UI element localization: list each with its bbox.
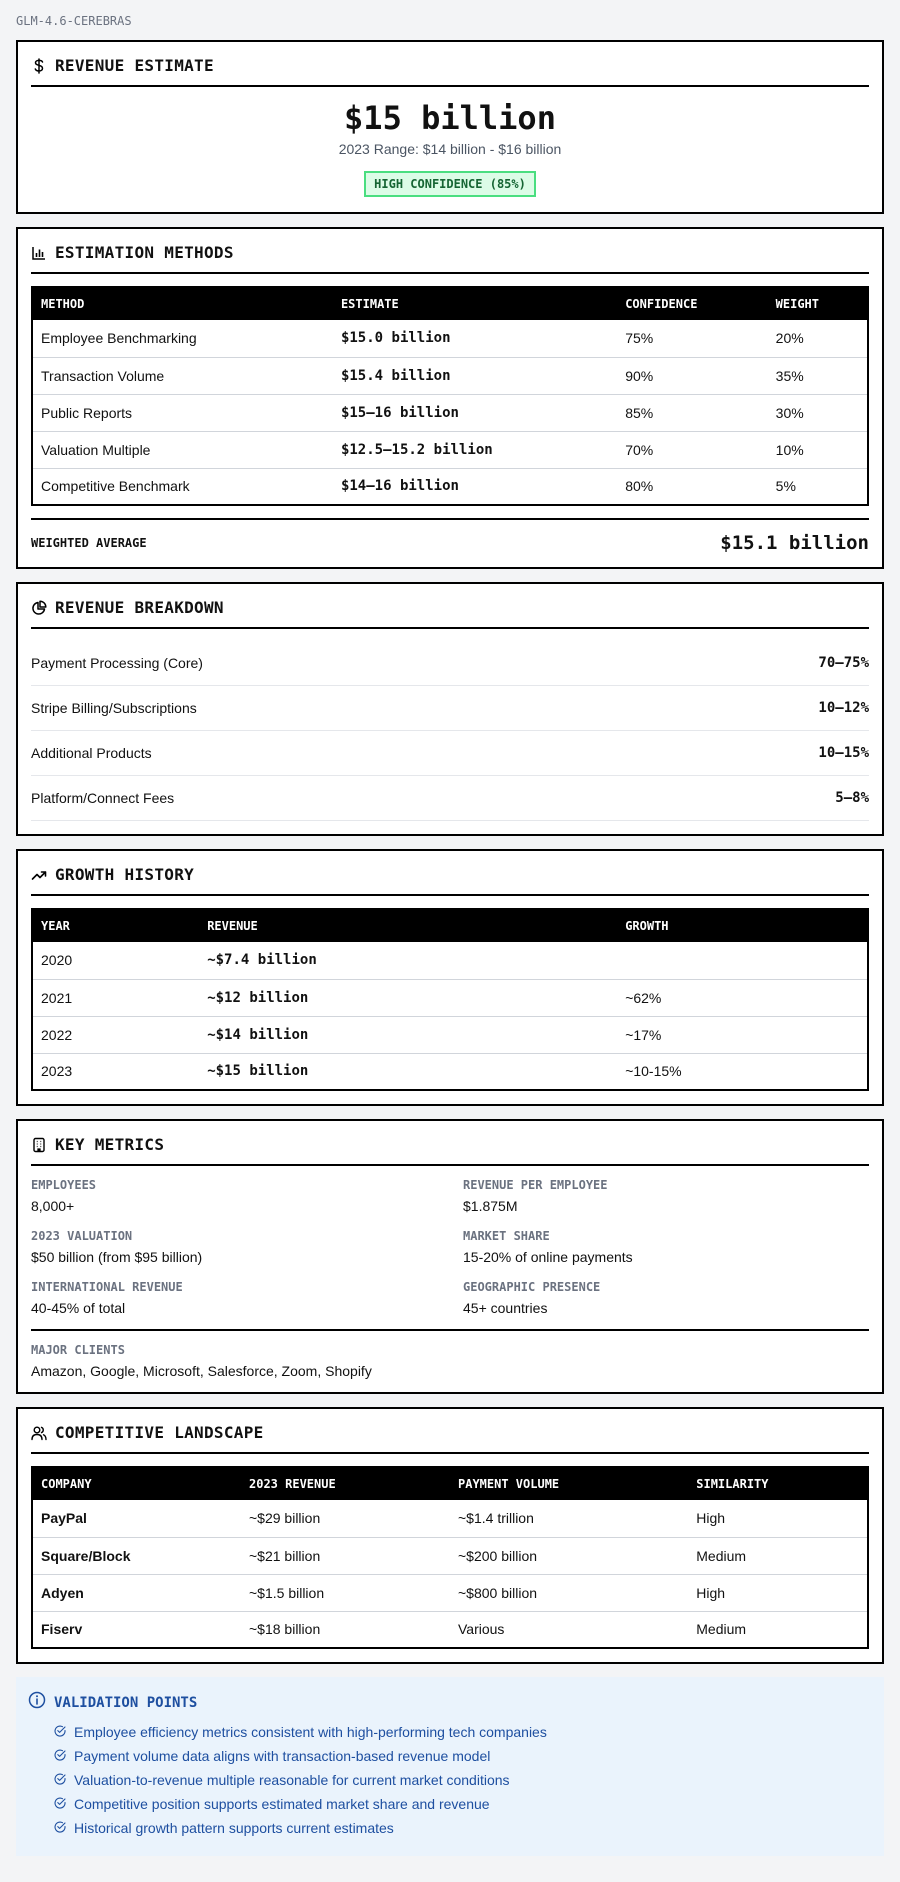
method-name: Competitive Benchmark (41, 478, 190, 495)
growth-revenue: ~$15 billion (207, 1063, 309, 1080)
breakdown-value: 5–8% (835, 790, 869, 806)
growth-revenue: ~$7.4 billion (199, 942, 617, 979)
breakdown-value: 70–75% (818, 655, 869, 671)
method-weight: 20% (768, 320, 868, 357)
building-icon (31, 1137, 47, 1153)
weighted-average-value: $15.1 billion (720, 532, 869, 554)
competitor-similarity: Medium (688, 1537, 868, 1574)
revenue-estimate-body (31, 99, 869, 199)
growth-year: 2021 (32, 979, 199, 1016)
growth-year: 2023 (41, 1063, 73, 1080)
growth-rate (617, 942, 868, 979)
growth-revenue: ~$12 billion (199, 979, 617, 1016)
competitor-volume: ~$200 billion (450, 1537, 688, 1574)
list-item (28, 1768, 872, 1792)
competitor-revenue: ~$29 billion (241, 1500, 450, 1537)
key-metrics-header (31, 1135, 869, 1166)
pie-chart-icon (31, 600, 47, 616)
metric-value: $50 billion (from $95 billion) (31, 1249, 203, 1265)
metric-label: INTERNATIONAL REVENUE (31, 1280, 183, 1294)
weighted-average (31, 518, 869, 554)
metric-value: $1.875M (463, 1198, 518, 1214)
competitor-revenue: ~$18 billion (249, 1621, 321, 1638)
competitor-similarity: High (688, 1574, 868, 1611)
metric-value: Amazon, Google, Microsoft, Salesforce, Zoom, Shopify (31, 1363, 372, 1379)
growth-year: 2020 (32, 942, 199, 979)
estimation-methods-card (16, 227, 884, 569)
list-item (28, 1744, 872, 1768)
competitor-name: Adyen (32, 1574, 241, 1611)
list-item (28, 1720, 872, 1744)
validation-text: Employee efficiency metrics consistent with high-performing tech companies (74, 1724, 547, 1740)
table-row (32, 1016, 868, 1053)
method-estimate: $15.0 billion (333, 320, 617, 357)
metric-value: 45+ countries (463, 1300, 548, 1316)
methods-table (31, 286, 869, 506)
growth-revenue: ~$14 billion (199, 1016, 617, 1053)
list-item (28, 1792, 872, 1816)
breakdown-list (31, 641, 869, 821)
table-row (32, 320, 868, 357)
model-tag: GLM-4.6-CEREBRAS (16, 14, 132, 28)
revenue-estimate-header (31, 56, 869, 87)
method-confidence: 90% (617, 357, 767, 394)
metric-label: REVENUE PER EMPLOYEE (463, 1178, 608, 1192)
growth-rate: ~10-15% (625, 1063, 682, 1080)
revenue-estimate-title: REVENUE ESTIMATE (55, 56, 214, 75)
breakdown-value: 10–12% (818, 700, 869, 716)
table-row (32, 431, 868, 468)
check-circle-icon (54, 1748, 66, 1764)
estimation-methods-header (31, 243, 869, 274)
method-name: Valuation Multiple (32, 431, 333, 468)
table-row (32, 1574, 868, 1611)
metric-revenue-per-employee (463, 1178, 869, 1214)
table-row (32, 942, 868, 979)
info-icon (28, 1691, 46, 1714)
growth-col-year: YEAR (32, 909, 199, 942)
revenue-breakdown-title: REVENUE BREAKDOWN (55, 598, 224, 617)
list-item (28, 1816, 872, 1840)
metric-valuation (31, 1229, 437, 1265)
competitive-col-company: COMPANY (32, 1467, 241, 1500)
key-metrics-card (16, 1119, 884, 1394)
competitor-similarity: Medium (696, 1621, 747, 1638)
growth-rate: ~17% (617, 1016, 868, 1053)
breakdown-label: Stripe Billing/Subscriptions (31, 700, 197, 716)
list-item (31, 686, 869, 731)
major-clients-section (31, 1329, 869, 1379)
competitor-name: Fiserv (41, 1621, 83, 1638)
competitor-volume: ~$800 billion (450, 1574, 688, 1611)
competitive-landscape-card (16, 1407, 884, 1664)
growth-col-growth: GROWTH (617, 909, 868, 942)
metric-label: GEOGRAPHIC PRESENCE (463, 1280, 601, 1294)
methods-col-estimate: ESTIMATE (333, 287, 617, 320)
methods-col-method: METHOD (32, 287, 333, 320)
growth-history-header (31, 865, 869, 896)
breakdown-value: 10–15% (818, 745, 869, 761)
list-item (31, 731, 869, 776)
list-item (31, 776, 869, 821)
metric-geographic-presence (463, 1280, 869, 1316)
method-name: Public Reports (32, 394, 333, 431)
validation-header (28, 1691, 872, 1714)
confidence-badge: HIGH CONFIDENCE (85%) (364, 171, 536, 197)
table-row (32, 979, 868, 1016)
validation-text: Competitive position supports estimated market share and revenue (74, 1796, 490, 1812)
method-weight: 10% (768, 431, 868, 468)
method-confidence: 70% (617, 431, 767, 468)
validation-points (16, 1677, 884, 1856)
method-weight: 5% (775, 478, 796, 495)
weighted-average-label: WEIGHTED AVERAGE (31, 536, 147, 550)
competitive-col-revenue: 2023 REVENUE (241, 1467, 450, 1500)
check-circle-icon (54, 1724, 66, 1740)
method-estimate: $14–16 billion (340, 478, 459, 495)
trending-up-icon (31, 867, 47, 883)
validation-text: Valuation-to-revenue multiple reasonable for current market conditions (74, 1772, 510, 1788)
methods-col-confidence: CONFIDENCE (617, 287, 767, 320)
validation-title: VALIDATION POINTS (54, 1694, 198, 1711)
metric-label: EMPLOYEES (31, 1178, 97, 1192)
key-metrics-title: KEY METRICS (55, 1135, 165, 1154)
breakdown-label: Payment Processing (Core) (31, 655, 203, 671)
growth-table (31, 908, 869, 1091)
method-estimate: $15.4 billion (333, 357, 617, 394)
competitive-col-volume: PAYMENT VOLUME (450, 1467, 688, 1500)
method-name: Employee Benchmarking (32, 320, 333, 357)
metric-value: 8,000+ (31, 1198, 75, 1214)
table-row (32, 357, 868, 394)
metric-market-share (463, 1229, 869, 1265)
method-confidence: 75% (617, 320, 767, 357)
metrics-grid (31, 1178, 869, 1331)
revenue-estimate-range: 2023 Range: $14 billion - $16 billion (338, 141, 562, 157)
metric-value: 40-45% of total (31, 1300, 126, 1316)
check-circle-icon (54, 1772, 66, 1788)
methods-col-weight: WEIGHT (768, 287, 868, 320)
revenue-breakdown-header (31, 598, 869, 629)
table-row (32, 1611, 868, 1648)
competitor-similarity: High (688, 1500, 868, 1537)
growth-rate: ~62% (617, 979, 868, 1016)
revenue-estimate-value: $15 billion (344, 99, 556, 137)
validation-text: Payment volume data aligns with transaction-based revenue model (74, 1748, 491, 1764)
growth-history-title: GROWTH HISTORY (55, 865, 195, 884)
method-confidence: 80% (625, 478, 654, 495)
method-weight: 30% (768, 394, 868, 431)
competitor-volume: ~$1.4 trillion (450, 1500, 688, 1537)
validation-text: Historical growth pattern supports current estimates (74, 1820, 394, 1836)
method-estimate: $12.5–15.2 billion (333, 431, 617, 468)
list-item (31, 641, 869, 686)
table-row (32, 468, 868, 505)
method-weight: 35% (768, 357, 868, 394)
metric-value: 15-20% of online payments (463, 1249, 633, 1265)
metric-label: MARKET SHARE (463, 1229, 550, 1243)
growth-col-revenue: REVENUE (199, 909, 617, 942)
metric-major-clients (31, 1343, 869, 1379)
table-row (32, 394, 868, 431)
check-circle-icon (54, 1820, 66, 1836)
competitive-landscape-header (31, 1423, 869, 1454)
growth-history-card (16, 849, 884, 1106)
revenue-breakdown-card (16, 582, 884, 836)
revenue-estimate-card (16, 40, 884, 214)
table-row (32, 1537, 868, 1574)
competitor-name: Square/Block (32, 1537, 241, 1574)
metric-employees (31, 1178, 437, 1214)
estimation-methods-title: ESTIMATION METHODS (55, 243, 234, 262)
users-icon (31, 1425, 47, 1441)
growth-year: 2022 (32, 1016, 199, 1053)
competitive-landscape-title: COMPETITIVE LANDSCAPE (55, 1423, 264, 1442)
table-row (32, 1053, 868, 1090)
competitor-revenue: ~$21 billion (241, 1537, 450, 1574)
competitive-col-similarity: SIMILARITY (688, 1467, 868, 1500)
metric-label: MAJOR CLIENTS (31, 1343, 125, 1357)
metric-international-revenue (31, 1280, 437, 1316)
method-confidence: 85% (617, 394, 767, 431)
competitor-volume: Various (458, 1621, 505, 1638)
metric-label: 2023 VALUATION (31, 1229, 133, 1243)
competitive-table (31, 1466, 869, 1649)
breakdown-label: Additional Products (31, 745, 152, 761)
method-estimate: $15–16 billion (333, 394, 617, 431)
bar-chart-icon (31, 245, 47, 261)
breakdown-label: Platform/Connect Fees (31, 790, 175, 806)
table-row (32, 1500, 868, 1537)
competitor-revenue: ~$1.5 billion (241, 1574, 450, 1611)
dollar-icon (31, 58, 47, 74)
competitor-name: PayPal (32, 1500, 241, 1537)
check-circle-icon (54, 1796, 66, 1812)
method-name: Transaction Volume (32, 357, 333, 394)
